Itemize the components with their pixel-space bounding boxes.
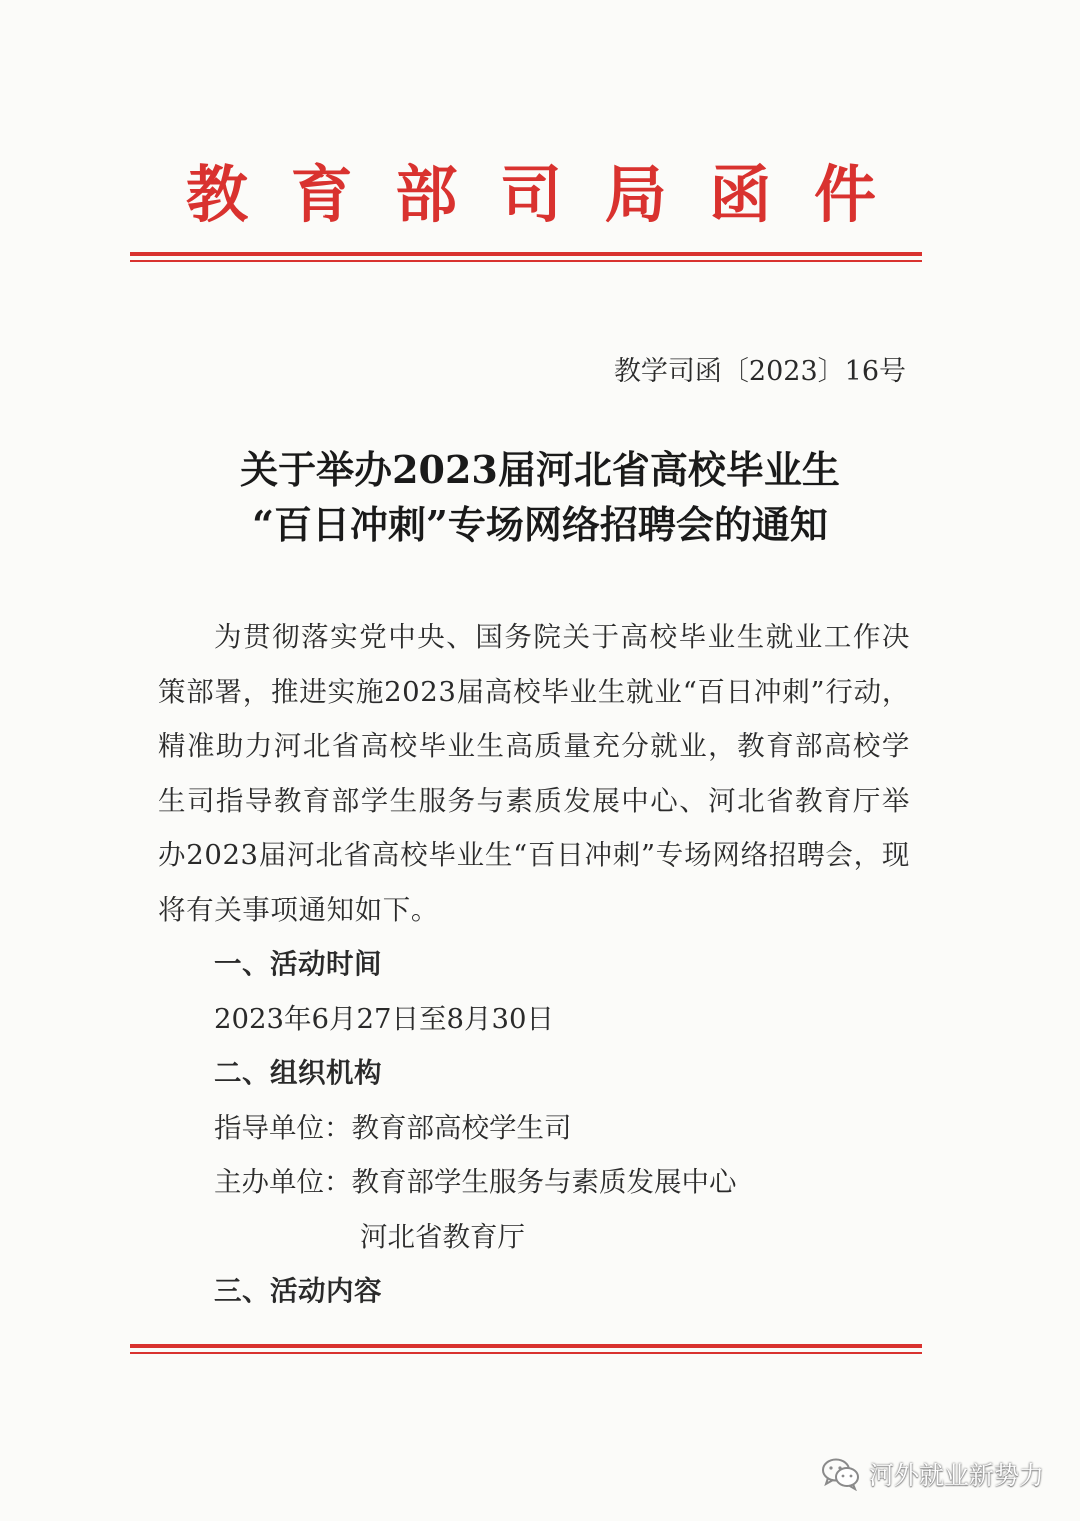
header-divider: [130, 252, 922, 262]
document-number: 教学司函〔2023〕16号: [613, 356, 906, 387]
footer-divider: [130, 1344, 922, 1354]
document-body: [158, 610, 910, 1319]
watermark: [821, 1454, 1044, 1494]
title-line-2: “百日冲刺”专场网络招聘会的通知: [252, 502, 828, 547]
header-char: 育: [290, 158, 353, 231]
header-char: 部: [395, 158, 458, 231]
wechat-icon: [821, 1457, 861, 1491]
section-heading-organization: 二、组织机构: [214, 1057, 382, 1089]
header-char: 函: [709, 158, 772, 231]
header-char: 局: [604, 158, 667, 231]
guiding-unit: 指导单位：教育部高校学生司: [214, 1111, 572, 1144]
host-unit: 主办单位：教育部学生服务与素质发展中心: [214, 1166, 737, 1198]
activity-time: 2023年6月27日至8月30日: [214, 1002, 554, 1035]
section-heading-content: 三、活动内容: [214, 1275, 382, 1307]
document-title: [120, 442, 960, 552]
watermark-text: 河外就业新势力: [868, 1461, 1044, 1490]
host-unit-secondary: 河北省教育厅: [360, 1220, 525, 1253]
document-header-title: [186, 150, 876, 240]
title-line-1: 关于举办2023届河北省高校毕业生: [240, 447, 840, 492]
header-char: 件: [813, 158, 876, 231]
section-heading-time: 一、活动时间: [214, 948, 382, 980]
header-char: 教: [186, 158, 249, 231]
header-char: 司: [499, 158, 562, 231]
intro-paragraph: 为贯彻落实党中央、国务院关于高校毕业生就业工作决策部署，推进实施2023届高校毕业生就业“百日冲刺”行动，精准助力河北省高校毕业生高质量充分就业，教育部高校学生司指导教育部学生服务与素质发展中心、河北省教育厅举办2023届河北省高校毕业生“百日冲刺”专场网络招聘会，现将有关事项通知如下。: [158, 621, 910, 926]
